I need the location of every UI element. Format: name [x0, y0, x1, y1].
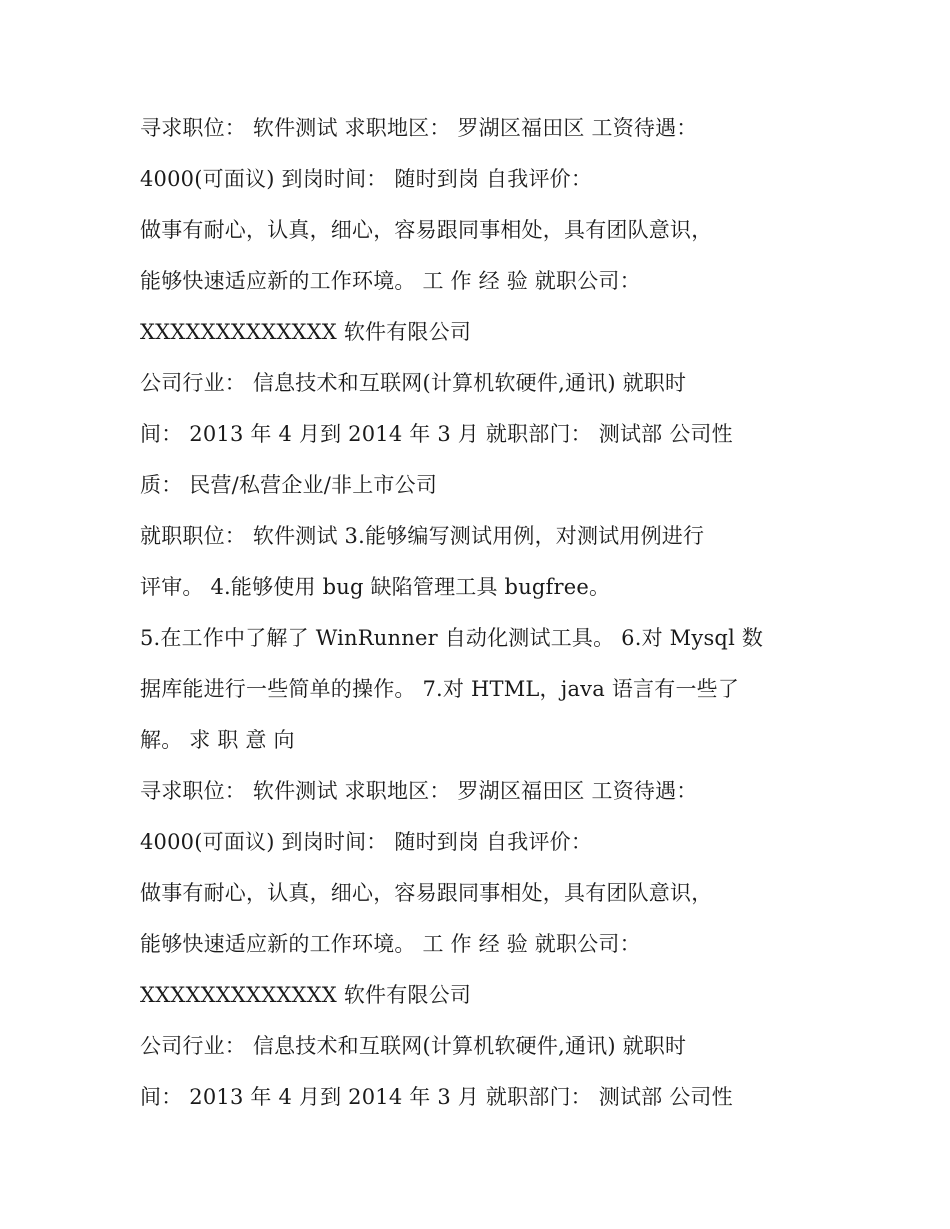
text-line: 能够快速适应新的工作环境。 工 作 经 验 就职公司： [140, 932, 641, 956]
text-line: 4000(可面议) 到岗时间： 随时到岗 自我评价： [140, 167, 593, 191]
text-line: 评审。 4.能够使用 bug 缺陷管理工具 bugfree。 [140, 575, 611, 599]
text-line: 就职职位： 软件测试 3.能够编写测试用例，对测试用例进行 [140, 524, 705, 548]
text-line: 做事有耐心，认真，细心，容易跟同事相处，具有团队意识， [140, 881, 713, 905]
text-line: 寻求职位： 软件测试 求职地区： 罗湖区福田区 工资待遇： [140, 779, 698, 803]
text-line: 4000(可面议) 到岗时间： 随时到岗 自我评价： [140, 830, 593, 854]
text-line: 解。 求 职 意 向 [140, 728, 295, 752]
text-line: 间： 2013 年 4 月到 2014 年 3 月 就职部门： 测试部 公司性 [140, 422, 733, 446]
text-line: 能够快速适应新的工作环境。 工 作 经 验 就职公司： [140, 269, 641, 293]
text-line: 5.在工作中了解了 WinRunner 自动化测试工具。 6.对 Mysql 数 [140, 626, 764, 650]
text-line: XXXXXXXXXXXXX 软件有限公司 [140, 320, 472, 344]
text-line: XXXXXXXXXXXXX 软件有限公司 [140, 983, 472, 1007]
text-line: 据库能进行一些简单的操作。 7.对 HTML，java 语言有一些了 [140, 677, 740, 701]
text-line: 公司行业： 信息技术和互联网(计算机软硬件,通讯) 就职时 [140, 371, 687, 395]
document-body [140, 103, 840, 1123]
text-line: 公司行业： 信息技术和互联网(计算机软硬件,通讯) 就职时 [140, 1034, 687, 1058]
text-line: 质： 民营/私营企业/非上市公司 [140, 473, 438, 497]
text-line: 寻求职位： 软件测试 求职地区： 罗湖区福田区 工资待遇： [140, 116, 698, 140]
text-line: 做事有耐心，认真，细心，容易跟同事相处，具有团队意识， [140, 218, 713, 242]
text-line: 间： 2013 年 4 月到 2014 年 3 月 就职部门： 测试部 公司性 [140, 1085, 733, 1109]
